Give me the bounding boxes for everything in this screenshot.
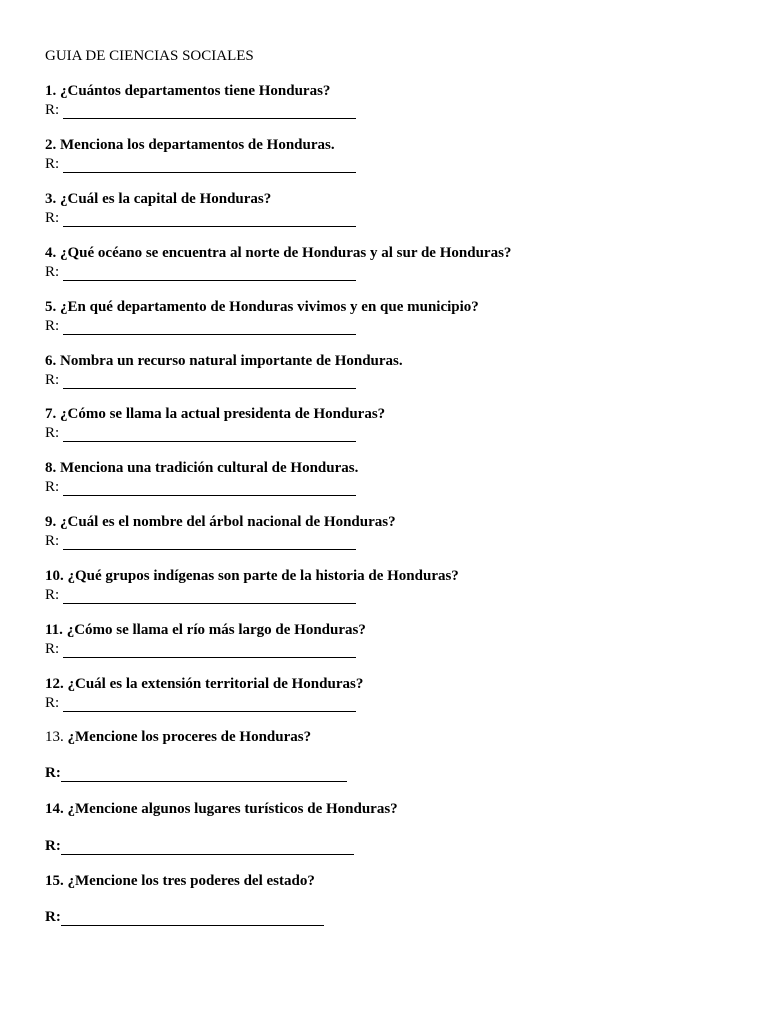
answer-label: R:: [45, 695, 60, 711]
question-8: [45, 459, 358, 477]
question-text: Menciona los departamentos de Honduras.: [60, 137, 335, 153]
question-number: 15.: [45, 873, 64, 889]
question-4: [45, 244, 511, 262]
answer-8[interactable]: [45, 478, 356, 496]
answer-1[interactable]: [45, 101, 356, 119]
question-5: [45, 298, 479, 316]
question-number: 11.: [45, 622, 63, 638]
answer-2[interactable]: [45, 155, 356, 173]
question-number: 5.: [45, 299, 57, 315]
question-10: [45, 567, 459, 585]
question-text: ¿Mencione algunos lugares turísticos de Honduras?: [67, 801, 398, 817]
question-15: [45, 872, 315, 890]
question-6: [45, 352, 403, 370]
question-number: 2.: [45, 137, 57, 153]
question-number: 1.: [45, 83, 57, 99]
answer-line[interactable]: [63, 589, 356, 604]
answer-label: R:: [45, 838, 61, 854]
answer-line[interactable]: [63, 535, 356, 550]
answer-label: R:: [45, 909, 61, 925]
question-3: [45, 190, 271, 208]
answer-line[interactable]: [63, 427, 356, 442]
question-number: 3.: [45, 191, 57, 207]
answer-label: R:: [45, 102, 60, 118]
answer-7[interactable]: [45, 424, 356, 442]
question-number: 12.: [45, 676, 64, 692]
question-text: ¿Cómo se llama la actual presidenta de Honduras?: [60, 406, 386, 422]
answer-line[interactable]: [63, 266, 356, 281]
answer-12[interactable]: [45, 694, 356, 712]
question-number: 6.: [45, 353, 57, 369]
question-number: 4.: [45, 245, 57, 261]
answer-5[interactable]: [45, 317, 356, 335]
question-number: 9.: [45, 514, 57, 530]
question-text: ¿Qué océano se encuentra al norte de Honduras y al sur de Honduras?: [60, 245, 512, 261]
answer-3[interactable]: [45, 209, 356, 227]
answer-label: R:: [45, 533, 60, 549]
answer-line[interactable]: [63, 481, 356, 496]
answer-11[interactable]: [45, 640, 356, 658]
answer-line[interactable]: [61, 766, 347, 782]
question-text: ¿Cuál es la capital de Honduras?: [60, 191, 272, 207]
answer-label: R:: [45, 765, 61, 781]
answer-label: R:: [45, 479, 60, 495]
answer-line[interactable]: [61, 839, 354, 855]
answer-line[interactable]: [63, 374, 356, 389]
question-11: [45, 621, 366, 639]
answer-label: R:: [45, 425, 60, 441]
question-text: ¿Cuál es el nombre del árbol nacional de Honduras?: [60, 514, 396, 530]
answer-6[interactable]: [45, 371, 356, 389]
question-text: ¿En qué departamento de Honduras vivimos y en que municipio?: [60, 299, 479, 315]
answer-label: R:: [45, 156, 60, 172]
answer-label: R:: [45, 264, 60, 280]
question-text: ¿Cuál es la extensión territorial de Honduras?: [67, 676, 364, 692]
question-number: 7.: [45, 406, 57, 422]
answer-line[interactable]: [63, 212, 356, 227]
answer-line[interactable]: [61, 910, 324, 926]
question-text: ¿Cómo se llama el río más largo de Honduras?: [66, 622, 366, 638]
question-1: [45, 82, 330, 100]
answer-label: R:: [45, 587, 60, 603]
answer-4[interactable]: [45, 263, 356, 281]
answer-line[interactable]: [63, 320, 356, 335]
answer-10[interactable]: [45, 586, 356, 604]
answer-line[interactable]: [63, 643, 356, 658]
answer-15[interactable]: [45, 908, 324, 926]
question-12: [45, 675, 363, 693]
answer-label: R:: [45, 318, 60, 334]
question-7: [45, 405, 385, 423]
answer-line[interactable]: [63, 104, 356, 119]
question-2: [45, 136, 335, 154]
answer-14[interactable]: [45, 837, 354, 855]
question-14: [45, 800, 398, 818]
answer-9[interactable]: [45, 532, 356, 550]
question-text: ¿Mencione los tres poderes del estado?: [67, 873, 315, 889]
question-13: [45, 728, 311, 746]
question-text: Nombra un recurso natural importante de Honduras.: [60, 353, 403, 369]
answer-label: R:: [45, 641, 60, 657]
question-number: 8.: [45, 460, 57, 476]
question-number: 13.: [45, 729, 64, 745]
question-number: 10.: [45, 568, 64, 584]
question-text: ¿Cuántos departamentos tiene Honduras?: [60, 83, 331, 99]
question-number: 14.: [45, 801, 64, 817]
answer-label: R:: [45, 372, 60, 388]
question-text: ¿Qué grupos indígenas son parte de la historia de Honduras?: [67, 568, 459, 584]
question-9: [45, 513, 396, 531]
answer-line[interactable]: [63, 158, 356, 173]
page-title: GUIA DE CIENCIAS SOCIALES: [45, 48, 254, 64]
question-text: Menciona una tradición cultural de Honduras.: [60, 460, 359, 476]
answer-13[interactable]: [45, 764, 347, 782]
question-text: ¿Mencione los proceres de Honduras?: [67, 729, 312, 745]
answer-label: R:: [45, 210, 60, 226]
answer-line[interactable]: [63, 697, 356, 712]
